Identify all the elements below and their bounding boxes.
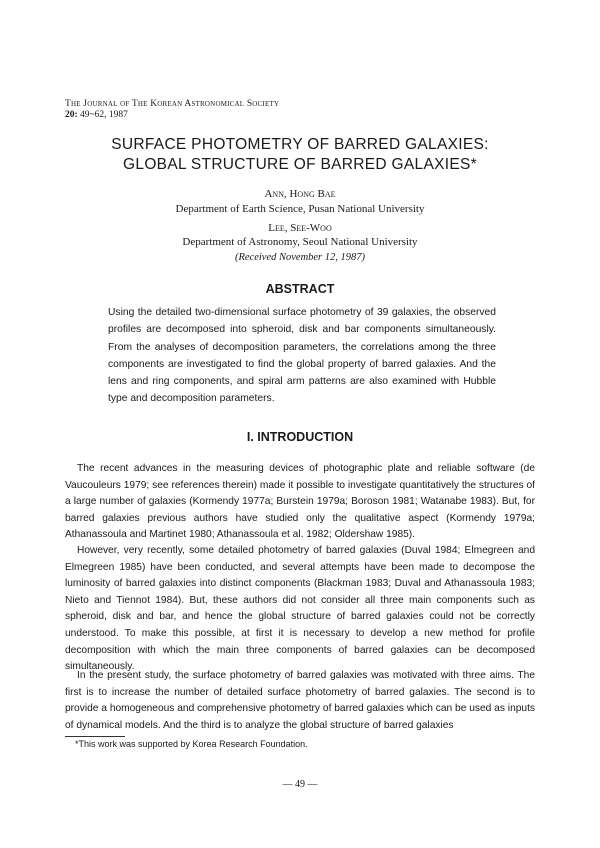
introduction-heading: I. INTRODUCTION xyxy=(246,430,354,444)
volume-number: 20: xyxy=(65,110,78,120)
author-1-affiliation: Department of Earth Science, Pusan National University xyxy=(175,203,425,215)
paper-title-line-1: SURFACE PHOTOMETRY OF BARRED GALAXIES: xyxy=(111,136,489,153)
pages-year: 49~62, 1987 xyxy=(77,110,128,120)
author-1-name: Ann, Hong Bae xyxy=(264,188,336,200)
paper-title-line-2: GLOBAL STRUCTURE OF BARRED GALAXIES* xyxy=(123,156,477,173)
author-2-name: Lee, See-Woo xyxy=(268,222,332,234)
volume-info xyxy=(65,110,128,121)
intro-paragraph-3: In the present study, the surface photometry of barred galaxies was motivated with three aims. The first is to increase the number of detailed surface photometry of barred galaxies. The second is to provide a homogeneous and comprehensive photometry of barred galaxies which can be used as inputs of dynamical models. And the third is to analyze the global structure of barred galaxies xyxy=(65,670,535,731)
abstract-text: Using the detailed two-dimensional surface photometry of 39 galaxies, the observed profiles are decomposed into spheroid, disk and bar components simultaneously. From the analyses of decomposition parameters, the correlations among the three components are investigated to find the global property of barred galaxies. And the lens and ring components, and spiral arm patterns are also examined with Hubble type and decomposition parameters. xyxy=(108,307,496,405)
intro-paragraph-2: However, very recently, some detailed photometry of barred galaxies (Duval 1984; Elmegreen and Elmegreen 1985) have been conducted, and several attempts have been made to decompose the luminosity of barred galaxies into distinct components (Blackman 1983; Duval and Athanassoula 1983; Nieto and Tiennot 1984). But, these authors did not consider all three main components such as spheroid, disk and bar, and hence the global structure of barred galaxies could not be correctly understood. To make this possible, at first it is necessary to develop a new method for profile decomposition with which the main three components of barred galaxies can be decomposed simultaneously. xyxy=(65,545,535,673)
page-number: — 49 — xyxy=(282,779,318,790)
received-date: (Received November 12, 1987) xyxy=(234,252,366,263)
abstract-heading: ABSTRACT xyxy=(265,282,335,296)
journal-name: The Journal of The Korean Astronomical Society xyxy=(65,99,280,109)
footnote-rule xyxy=(65,736,125,737)
author-2-affiliation: Department of Astronomy, Seoul National University xyxy=(182,236,418,248)
intro-paragraph-1: The recent advances in the measuring devices of photographic plate and reliable software (de Vaucouleurs 1979; see references therein) made it possible to investigate quantitatively the structures of a large number of galaxies (Kormendy 1977a; Burstein 1979a; Boroson 1981; Watanabe 1983). But, for barred galaxies previous authors have studied only the qualitative aspect (Kormendy 1979a; Athanassoula and Martinet 1980; Athanassoula et al. 1982; Oldershaw 1985). xyxy=(65,463,535,541)
footnote: *This work was supported by Korea Research Foundation. xyxy=(75,739,308,749)
